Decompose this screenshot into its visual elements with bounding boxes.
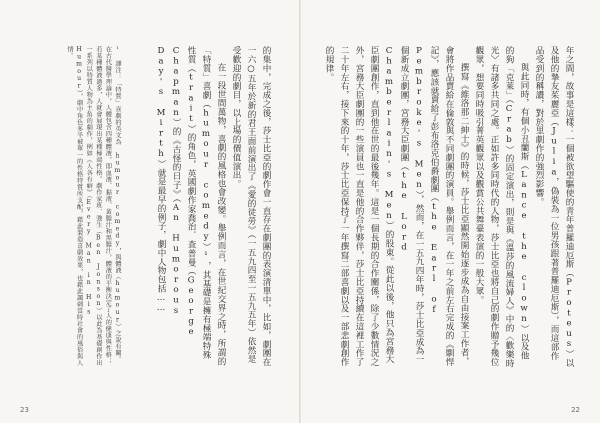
footnote: ¹ 譯注：「特質」喜劇的英文為 humour comedy，與體液（humour）之說有關。在古代醫學理論中，人體包含四種體液，即血液、黏液、黃膽汁和黑膽汁，體液的平衡決定了人的健康與性格；若某種體液過多，人就會展現出某種極端性格。劇作家班．強生（Ben Jonson）以此為基礎創作出一系列以特質人物為主角的劇作，例如《人各有癖》（Every Man in His Humour），劇中角色多半被單一的性格特質所支配，藉此製造喜劇效果，也藉此諷刺當時社會的風俗與人情。 (66, 46, 121, 367)
page-right (301, 0, 600, 423)
paragraph: 撰寫《維洛那二紳士》的時候，莎士比亞顯然開始逐步成為自由接案工作者，會將作品賣給在倫敦與不同劇團的演員。舉例而言，在一年之前左右完成的《馴悍記》，應該就賣給了彭布洛克伯爵劇團（the Earl of Pembroke's Men），然而，在一五九四年時，莎士比亞成為一個新成立劇團，宮務大臣劇團（the Lord Chamberlain's Men）的股東。從此以後，他只為宮務大臣劇團創作，直到他在世的最後幾年。這是一個長期的合作關係，除了少數情況之外，宮務大臣劇團的一些演員也一直是他的合作夥伴，莎士比亞持續在這裡工作了二十年左右，接下來的十年，莎士比亞保持了一年撰寫二部喜劇以及一部悲劇創作的規律。 (324, 46, 469, 367)
paragraph: 年之間，故事是這樣：一個被欲望驅使的青年普羅迪厄斯（Proteus）以及他的摯友茱麗亞（Julia，偽裝為一位男孩跟著普羅迪厄斯），而這部作品受到的稱讚，對於里劇作的強烈影響。 (534, 46, 574, 368)
paragraph: 與此同時，有個小丑蘭斯（Lance the clown）以及他的狗「克萊」（Crab）的固定演出，則是與《溫莎的風流婦人》中的〈歡樂時光〉有諸多共同之處。正如許多同時代的人物，莎士比亞也將自己的劇作贈予幾位觀眾，想要同時吸引菁英觀眾以及觀賞公共舞臺表演的一般大眾。 (474, 46, 529, 368)
paragraph: 在一段世間萬物，喜劇的風格也會改變。舉例而言，在世紀交界之時，所謂的「特質」喜劇（humour comedy）¹，其基礎是擁有極端特殊性質（trait）的角色，英國劇作家喬治．查普曼（George Chapman）的《古怪的日子》（An Humorous Day's Mirth）就是最早的例子，劇中人物包括…… (156, 46, 226, 366)
main-text-right (320, 46, 576, 368)
footnotes (26, 46, 122, 368)
main-text-left (123, 46, 273, 368)
page-left (0, 0, 299, 423)
paragraph: 的集中，完成之後，莎士比亞的劇作會一直存在劇團的表演清單中，比如，劇團在一六○五年於新的君王面前演出了《愛的徒勞》（一五九四至一五九五年）依然是受歡迎的劇目，以上場的價值演出。 (231, 46, 271, 367)
page-number-right: 22 (571, 406, 580, 414)
page-number-left: 23 (20, 406, 29, 414)
